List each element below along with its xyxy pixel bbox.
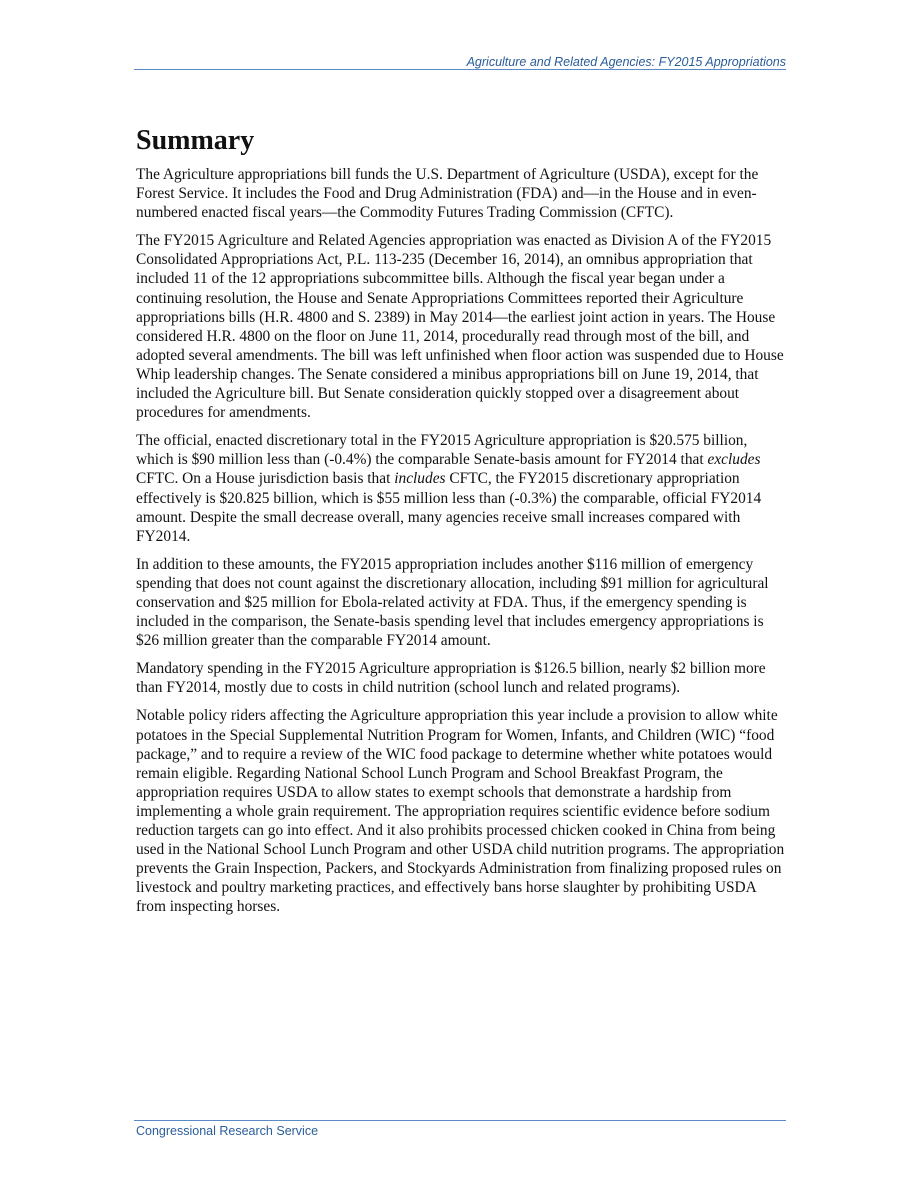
summary-section (136, 124, 788, 925)
paragraph-text: The official, enacted discretionary total in the FY2015 Agriculture appropriation is $20.575 billion, which is $90 million less than (-0.4%) the comparable Senate-basis amount for FY2014 that (136, 432, 748, 469)
footer-publisher: Congressional Research Service (136, 1124, 319, 1138)
emphasis-includes: includes (394, 470, 446, 488)
footer-rule (134, 1120, 786, 1121)
running-header: Agriculture and Related Agencies: FY2015 Appropriations (466, 55, 786, 69)
paragraph-emergency: In addition to these amounts, the FY2015 appropriation includes another $116 million of emergency spending that does not count against the discretionary allocation, including $91 million for agricultural conservation and $25 million for Ebola-related activity at FDA. Thus, if the emergency spending is included in the comparison, the Senate-basis spending level that includes emergency appropriations is $26 million greater than the comparable FY2014 amount. (136, 555, 769, 650)
paragraph-discretionary (136, 431, 788, 546)
paragraph-enactment: The FY2015 Agriculture and Related Agencies appropriation was enacted as Division A of the FY2015 Consolidated Appropriations Act, P.L. 113-235 (December 16, 2014), an omnibus appropriation that included 11 of the 12 appropriations subcommittee bills. Although the fiscal year began under a continuing resolution, the House and Senate Appropriations Committees reported their Agriculture appropriations bills (H.R. 4800 and S. 2389) in May 2014—the earliest joint action in years. The House considered H.R. 4800 on the floor on June 11, 2014, procedurally read through most of the bill, and adopted several amendments. The bill was left unfinished when floor action was suspended due to House Whip leadership changes. The Senate considered a minibus appropriations bill on June 19, 2014, that included the Agriculture bill. But Senate consideration quickly stopped over a disagreement about procedures for amendments. (136, 232, 784, 422)
section-heading: Summary (136, 125, 255, 156)
paragraph-overview: The Agriculture appropriations bill funds the U.S. Department of Agriculture (USDA), except for the Forest Service. It includes the Food and Drug Administration (FDA) and—in the House and in even-numbered enacted fiscal years—the Commodity Futures Trading Commission (CFTC). (136, 166, 759, 222)
paragraph-mandatory: Mandatory spending in the FY2015 Agriculture appropriation is $126.5 billion, nearly $2 billion more than FY2014, mostly due to costs in child nutrition (school lunch and related programs). (136, 660, 766, 697)
paragraph-text: CFTC, the FY2015 discretionary appropriation effectively is $20.825 billion, which is $55 million less than (-0.3%) the comparable, official FY2014 amount. Despite the small decrease overall, many agencies receive small increases compared with FY2014. (136, 470, 762, 545)
paragraph-text: CFTC. On a House jurisdiction basis that (136, 470, 395, 488)
header-rule (134, 69, 786, 70)
paragraph-policy-riders: Notable policy riders affecting the Agriculture appropriation this year include a provision to allow white potatoes in the Special Supplemental Nutrition Program for Women, Infants, and Children (WIC) “food package,” and to require a review of the WIC food package to determine whether white potatoes would remain eligible. Regarding National School Lunch Program and School Breakfast Program, the appropriation requires USDA to allow states to exempt schools that demonstrate a hardship from implementing a whole grain requirement. The appropriation requires scientific evidence before sodium reduction targets can go into effect. And it also prohibits processed chicken cooked in China from being used in the National School Lunch Program and other USDA child nutrition programs. The appropriation prevents the Grain Inspection, Packers, and Stockyards Administration from finalizing proposed rules on livestock and poultry marketing practices, and effectively bans horse slaughter by prohibiting USDA from inspecting horses. (136, 707, 785, 916)
emphasis-excludes: excludes (707, 451, 761, 469)
